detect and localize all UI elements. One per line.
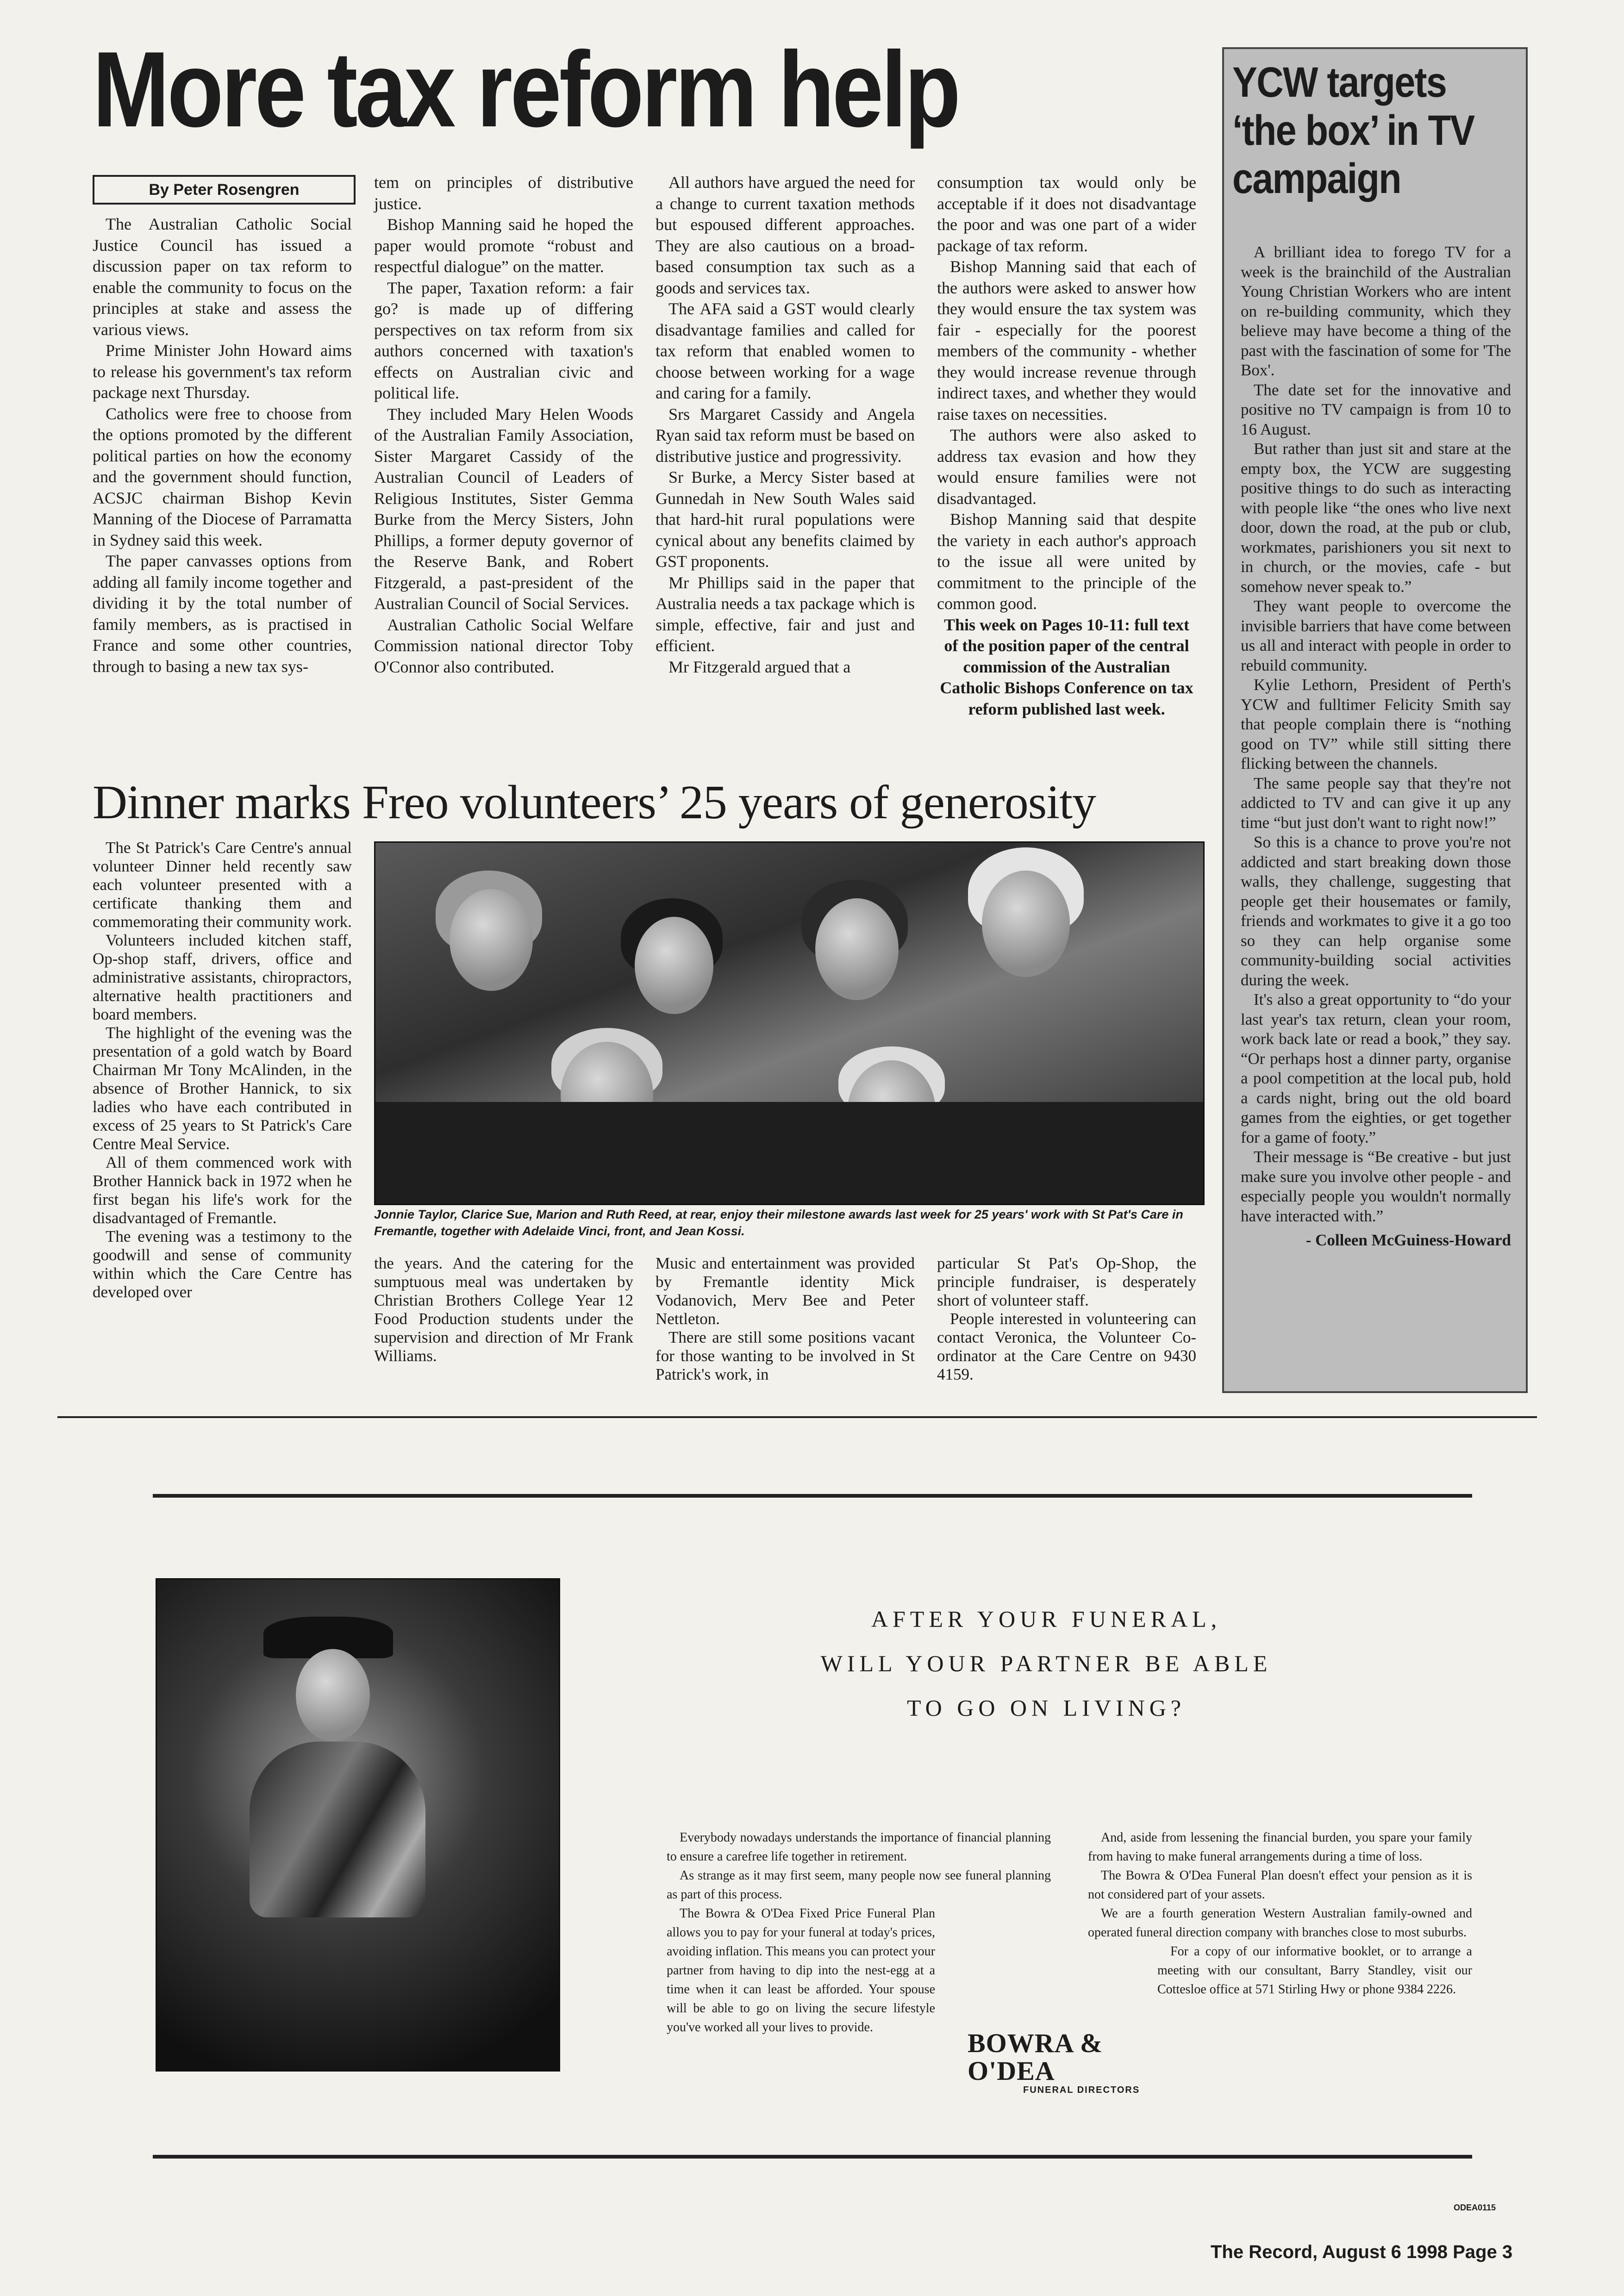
tax-article-col-1	[93, 214, 352, 677]
paragraph: Australian Catholic Social Welfare Commission national director Toby O'Connor also contributed.	[374, 615, 633, 676]
paragraph: As strange as it may first seem, many people now see funeral planning as part of this process.	[667, 1868, 1051, 1902]
paragraph: All of them commenced work with Brother Hannick back in 1972 when he first began his life's work for the disadvantaged of Fremantle.	[93, 1153, 352, 1227]
logo-name: BOWRA & O'DEA	[968, 2028, 1103, 2086]
paragraph: Bishop Manning said that each of the authors were asked to answer how they would ensure the tax system was fair - especially for the poorest members of the community - whether they would increase revenue through indirect taxes, and whether they would raise taxes on necessities.	[937, 257, 1196, 423]
logo-subtitle: FUNERAL DIRECTORS	[1023, 2085, 1140, 2095]
paragraph: consumption tax would only be acceptable if it does not disadvantage the poor and was one part of a wider package of tax reform.	[937, 173, 1196, 255]
sidebar-title: YCW targets ‘the box’ in TV campaign	[1232, 59, 1474, 202]
paragraph: They want people to overcome the invisible barriers that have come between us all and interact with people in order to rebuild community.	[1241, 597, 1511, 674]
paragraph: Srs Margaret Cassidy and Angela Ryan said tax reform must be based on distributive justice and progressivity.	[656, 404, 915, 466]
paragraph: Prime Minister John Howard aims to release his government's tax reform package next Thursday.	[93, 341, 352, 402]
paragraph: The paper canvasses options from adding all family income together and dividing it by the total number of family members, as is practised in France and some other countries, through to basing a new tax sys-	[93, 552, 352, 676]
paragraph: the years. And the catering for the sumptuous meal was undertaken by Christian Brothers College Year 12 Food Production students under the supervision and direction of Mr Frank Williams.	[374, 1254, 633, 1365]
ad-headline-line: WILL YOUR PARTNER BE ABLE	[820, 1650, 1272, 1676]
volunteers-photo	[374, 841, 1205, 1205]
paragraph: Sr Burke, a Mercy Sister based at Gunnedah in New South Wales said that hard-hit rural populations were cynical about any benefits claimed by GST proponents.	[656, 468, 915, 571]
dinner-col-4	[937, 1254, 1196, 1384]
paragraph: So this is a chance to prove you're not addicted and start breaking down those walls, they challenge, suggesting that people get their housemates or family, friends and workmates to give it a go too so they can help organise some community-building social activities during the week.	[1241, 833, 1511, 989]
paragraph: A brilliant idea to forego TV for a week is the brainchild of the Australian Young Christian Workers who are intent on re-building community, which they believe may have become a thing of the past with the fascination of some for 'The Box'.	[1241, 243, 1511, 379]
paragraph: The Bowra & O'Dea Funeral Plan doesn't effect your pension as it is not considered part of your assets.	[1088, 1868, 1472, 1902]
ad-code: ODEA0115	[1454, 2203, 1496, 2212]
paragraph: But rather than just sit and stare at the empty box, the YCW are suggesting positive things to do such as interacting with people like “the ones who live next door, down the road, at the pub or club, workmates, parishioners you sit next to in church, or the movies, cafe - but somehow never speak to.”	[1241, 440, 1511, 596]
page-footer: The Record, August 6 1998 Page 3	[1211, 2242, 1513, 2262]
paragraph: Bishop Manning said he hoped the paper would promote “robust and respectful dialogue” on the matter.	[374, 215, 633, 276]
ad-headline-line: AFTER YOUR FUNERAL,	[871, 1606, 1222, 1632]
dinner-subhead: Dinner marks Freo volunteers’ 25 years of generosity	[93, 776, 1096, 829]
paragraph: All authors have argued the need for a change to current taxation methods but espoused different approaches. They are also cautious on a broad-based consumption tax such as a goods and services tax.	[656, 173, 915, 297]
bowra-odea-logo	[968, 2029, 1181, 2096]
dinner-col-1	[93, 839, 352, 1301]
paragraph: Kylie Lethorn, President of Perth's YCW and fulltimer Felicity Smith say that people complain there is “nothing good on TV” while still sitting there flicking between the channels.	[1241, 676, 1511, 772]
headline: More tax reform help	[93, 30, 959, 149]
ad-headline	[616, 1597, 1477, 1730]
paragraph: The Bowra & O'Dea Fixed Price Funeral Plan allows you to pay for your funeral at today's prices, avoiding inflation. This means you can protect your partner from having to dip into the nest-egg at a time when it can least be afforded. Your spouse will be able to go on living the secure lifestyle you've worked all your lives to provide.	[667, 1906, 935, 2035]
ad-headline-line: TO GO ON LIVING?	[906, 1695, 1186, 1721]
tax-article-col-3	[656, 172, 915, 678]
paragraph: The highlight of the evening was the presentation of a gold watch by Board Chairman Mr Tony McAlinden, in the absence of Brother Hannick, to six ladies who have each contributed in excess of 25 years to St Patrick's Care Centre Meal Service.	[93, 1024, 352, 1153]
sidebar-body	[1241, 243, 1511, 1251]
paragraph: Music and entertainment was provided by Fremantle identity Mick Vodanovich, Merv Bee and Peter Nettleton.	[656, 1254, 915, 1328]
byline: By Peter Rosengren	[93, 175, 356, 205]
dinner-col-2	[374, 1254, 633, 1365]
paragraph: The St Patrick's Care Centre's annual volunteer Dinner held recently saw each volunteer presented with a certificate thanking them and commemorating their community work.	[93, 839, 352, 931]
paragraph: Everybody nowadays understands the importance of financial planning to ensure a carefree life together in retirement.	[667, 1830, 1051, 1864]
paragraph: Mr Phillips said in the paper that Australia needs a tax package which is simple, effective, fair and just and efficient.	[656, 573, 915, 655]
paragraph: People interested in volunteering can contact Veronica, the Volunteer Co-ordinator at the Care Centre on 9430 4159.	[937, 1310, 1196, 1383]
pages-10-11-notice: This week on Pages 10-11: full text of the position paper of the central commission of the Australian Catholic Bishops Conference on tax reform published last week.	[940, 615, 1193, 718]
paragraph: Catholics were free to choose from the options promoted by the different political parties on how the economy and the government should function, ACSJC chairman Bishop Kevin Manning of the Diocese of Parramatta in Sydney said this week.	[93, 404, 352, 549]
paragraph: particular St Pat's Op-Shop, the principle fundraiser, is desperately short of volunteer staff.	[937, 1254, 1196, 1309]
ad-top-rule	[153, 1494, 1472, 1498]
paragraph: The Australian Catholic Social Justice Council has issued a discussion paper on tax reform to enable the community to focus on the principles at stake and assess the various views.	[93, 215, 352, 339]
paragraph: The evening was a testimony to the goodwill and sense of community within which the Care Centre has developed over	[93, 1227, 352, 1301]
paragraph: We are a fourth generation Western Australian family-owned and operated funeral direction company with branches close to most suburbs.	[1088, 1906, 1472, 1940]
dinner-col-3	[656, 1254, 915, 1384]
paragraph: Volunteers included kitchen staff, Op-shop staff, drivers, office and administrative assistants, chiropractors, alternative health practitioners and board members.	[93, 931, 352, 1023]
paragraph: Bishop Manning said that despite the variety in each author's approach to the issue all were united by commitment to the principle of the common good.	[937, 510, 1196, 613]
photo-caption: Jonnie Taylor, Clarice Sue, Marion and Ruth Reed, at rear, enjoy their milestone awards last week for 25 years' work with St Pat's Care in Fremantle, together with Adelaide Vinci, front, and Jean Kossi.	[374, 1207, 1183, 1238]
sidebar-signoff: - Colleen McGuiness-Howard	[1305, 1231, 1511, 1249]
paragraph: The same people say that they're not addicted to TV and can give it up any time “but just don't want to right now!”	[1241, 774, 1511, 832]
paragraph: The paper, Taxation reform: a fair go? is made up of differing perspectives on tax reform from six authors concerned with taxation's effects on Australian civic and political life.	[374, 278, 633, 402]
paragraph: The date set for the innovative and positive no TV campaign is from 10 to 16 August.	[1241, 380, 1511, 438]
tax-article-col-2	[374, 172, 633, 678]
tax-article-col-4	[937, 172, 1196, 720]
paragraph: Mr Fitzgerald argued that a	[668, 657, 851, 676]
ad-bottom-rule	[153, 2155, 1472, 2159]
ad-body-left	[667, 1828, 1051, 2037]
ycw-sidebar	[1222, 47, 1528, 1393]
paragraph: They included Mary Helen Woods of the Australian Family Association, Sister Margaret Cassidy of the Australian Council of Leaders of Religious Institutes, Sister Gemma Burke from the Mercy Sisters, John Phillips, a former deputy governor of the Reserve Bank, and Robert Fitzgerald, a past-president of the Australian Council of Social Services.	[374, 404, 633, 613]
ad-dancer-photo	[156, 1578, 560, 2072]
paragraph: The authors were also asked to address tax evasion and how they would ensure families were not disadvantaged.	[937, 426, 1196, 508]
paragraph: There are still some positions vacant for those wanting to be involved in St Patrick's work, in	[656, 1328, 915, 1383]
paragraph: For a copy of our informative booklet, or to arrange a meeting with our consultant, Barry Standley, visit our Cottesloe office at 571 Stirling Hwy or phone 9384 2226.	[1157, 1944, 1472, 1997]
paragraph: The AFA said a GST would clearly disadvantage families and called for tax reform that enabled women to choose between working for a wage and caring for a family.	[656, 299, 915, 402]
paragraph: tem on principles of distributive justice.	[374, 173, 633, 213]
page-divider	[57, 1416, 1537, 1418]
paragraph: It's also a great opportunity to “do your last year's tax return, clean your room, work back late or read a book,” they say. “Or perhaps host a dinner party, organise a pool competition at the local pub, hold a cards night, bring out the old board games from the eighties, or get together for a game of footy.”	[1241, 990, 1511, 1146]
paragraph: Their message is “Be creative - but just make sure you involve other people - and especially people you wouldn't normally have interacted with.”	[1241, 1148, 1511, 1225]
ad-body-right	[1088, 1828, 1472, 1999]
paragraph: And, aside from lessening the financial burden, you spare your family from having to make funeral arrangements during a time of loss.	[1088, 1830, 1472, 1864]
